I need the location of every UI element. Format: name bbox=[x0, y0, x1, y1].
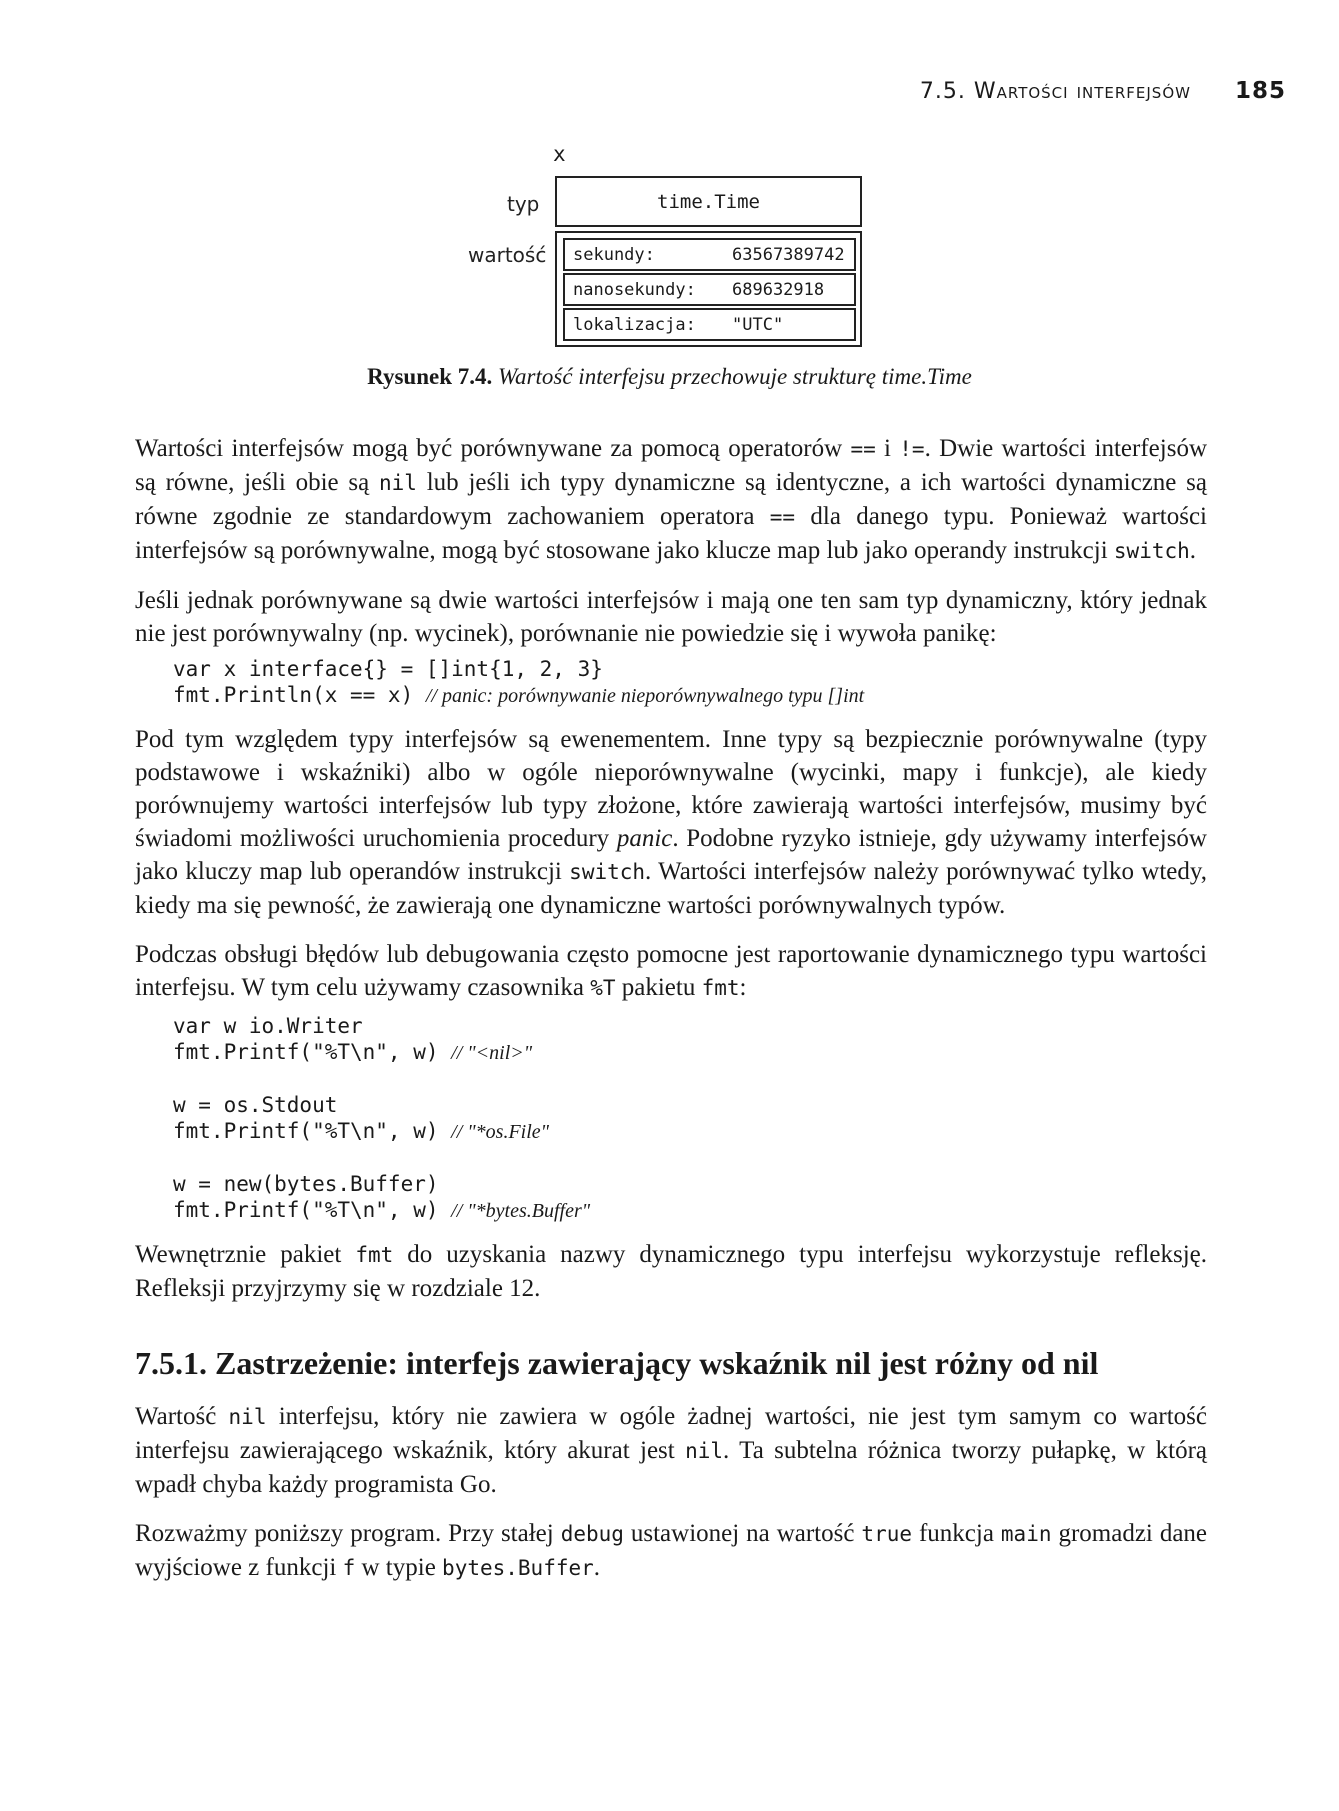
figure-caption-label: Rysunek 7.4. bbox=[367, 364, 493, 389]
section-heading: 7.5.1. Zastrzeżenie: interfejs zawierający wskaźnik nil jest różny od nil bbox=[135, 1345, 1099, 1381]
paragraph-nil-interface: Wartość nil interfejsu, który nie zawiera w ogóle żadnej wartości, nie jest tym samym co wartość interfejsu zawierającego wskaźnik, który akurat jest nil. Ta subtelna różnica tworzy pułapkę, w którą wpadł chyba każdy programista Go. bbox=[135, 1403, 1207, 1498]
chapter-title: 7.5. Wartości interfejsów bbox=[919, 79, 1191, 104]
field-row bbox=[563, 238, 856, 271]
code-block-panic: var x interface{} = []int{1, 2, 3} fmt.Println(x == x) // panic: porównywanie nieporównywalnego typu []int bbox=[173, 657, 865, 707]
paragraph-debugging: Podczas obsługi błędów lub debugowania często pomocne jest raportowanie dynamicznego typu wartości interfejsu. W tym celu używamy czasownika %T pakietu fmt: bbox=[135, 941, 1207, 1001]
paragraph-reflection: Wewnętrznie pakiet fmt do uzyskania nazwy dynamicznego typu interfejsu wykorzystuje refleksję. Refleksji przyjrzymy się w rozdziale 12. bbox=[135, 1241, 1207, 1302]
figure-var-label: x bbox=[553, 142, 566, 166]
field-key: nanosekundy: bbox=[573, 279, 696, 300]
field-value: "UTC" bbox=[732, 314, 784, 335]
field-key: sekundy: bbox=[573, 244, 655, 265]
code-block-printf: var w io.Writer fmt.Printf("%T\n", w) // "<nil>" w = os.Stdout fmt.Printf("%T\n", w) // "*os.File" w = new(bytes.Buffer) fmt.Printf("%T\n", w) // "*bytes.Buffer" bbox=[173, 1014, 591, 1222]
paragraph-comparison: Wartości interfejsów mogą być porównywane za pomocą operatorów == i !=. Dwie wartości interfejsów są równe, jeśli obie są nil lub jeśli ich typy dynamiczne są identyczne, a ich wartości dynamiczne są równe zgodnie ze standardowym zachowaniem operatora == dla danego typu. Ponieważ wartości interfejsów są porównywalne, mogą być stosowane jako klucze map lub jako operandy instrukcji switch. bbox=[135, 435, 1207, 564]
value-box bbox=[555, 231, 862, 347]
figure-caption-text: Wartość interfejsu przechowuje strukturę time.Time bbox=[498, 364, 972, 389]
type-value: time.Time bbox=[657, 190, 760, 213]
figure-caption bbox=[0, 364, 1339, 390]
figure-type-label: typ bbox=[507, 192, 540, 216]
field-row bbox=[563, 308, 856, 341]
field-row bbox=[563, 273, 856, 306]
paragraph-interface-types: Pod tym względem typy interfejsów są ewenementem. Inne typy są bezpiecznie porównywalne (typy podstawowe i wskaźniki) albo w ogóle nieporównywalne (wycinki, mapy i funkcje), ale kiedy porównujemy wartości interfejsów lub typy złożone, które zawierają wartości interfejsów, musimy być świadomi możliwości uruchomienia procedury panic. Podobne ryzyko istnieje, gdy używamy interfejsów jako kluczy map lub operandów instrukcji switch. Wartości interfejsów należy porównywać tylko wtedy, kiedy ma się pewność, że zawierają one dynamiczne wartości porównywalnych typów. bbox=[135, 726, 1207, 919]
type-box bbox=[555, 176, 862, 227]
page-number: 185 bbox=[1234, 78, 1286, 104]
field-value: 689632918 bbox=[732, 279, 825, 300]
figure-value-label: wartość bbox=[468, 243, 547, 267]
field-value: 63567389742 bbox=[732, 244, 845, 265]
paragraph-program: Rozważmy poniższy program. Przy stałej debug ustawionej na wartość true funkcja main gromadzi dane wyjściowe z funkcji f w typie bytes.Buffer. bbox=[135, 1520, 1208, 1581]
page-body bbox=[135, 432, 1207, 1601]
figure-interface-value bbox=[0, 0, 1339, 400]
field-key: lokalizacja: bbox=[573, 314, 696, 335]
paragraph-panic: Jeśli jednak porównywane są dwie wartości interfejsów i mają one ten sam typ dynamiczny, który jednak nie jest porównywalny (np. wycinek), porównanie nie powiedzie się i wywoła panikę: bbox=[135, 587, 1207, 647]
